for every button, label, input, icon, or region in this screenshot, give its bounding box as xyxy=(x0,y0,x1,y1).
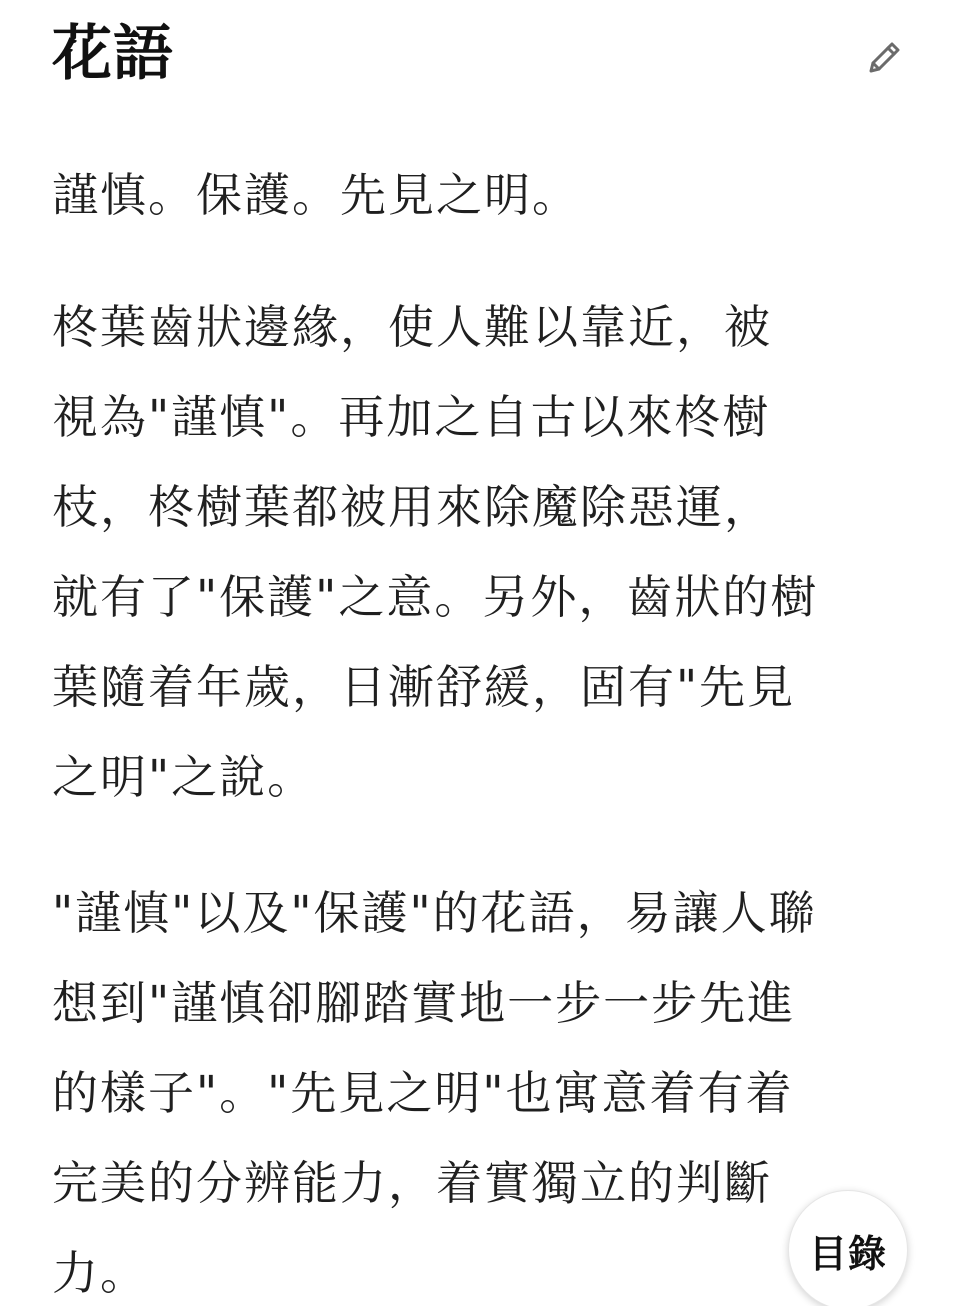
pencil-icon xyxy=(863,37,905,83)
paragraph-meaning: "謹慎"以及"保護"的花語，易讓人聯 想到"謹慎卻腳踏實地一步一步先進 的樣子"。"先見之明"也寓意着有着 完美的分辨能力，着實獨立的判斷 力。 xyxy=(52,886,817,1300)
edit-button[interactable] xyxy=(860,36,908,84)
section-header xyxy=(52,14,912,94)
toc-button-label: 目錄 xyxy=(808,1231,887,1276)
paragraph-origin: 柊葉齒狀邊緣，使人難以靠近，被 視為"謹慎"。再加之自古以來柊樹 枝，柊樹葉都被用來除魔除惡運， 就有了"保護"之意。另外，齒狀的樹 葉隨着年歲，日漸舒緩，固有"先見 之明"之說。 xyxy=(52,300,819,804)
section-title: 花語 xyxy=(52,19,174,89)
table-of-contents-button[interactable] xyxy=(788,1190,908,1306)
paragraph-keywords: 謹慎。保護。先見之明。 xyxy=(52,168,580,222)
